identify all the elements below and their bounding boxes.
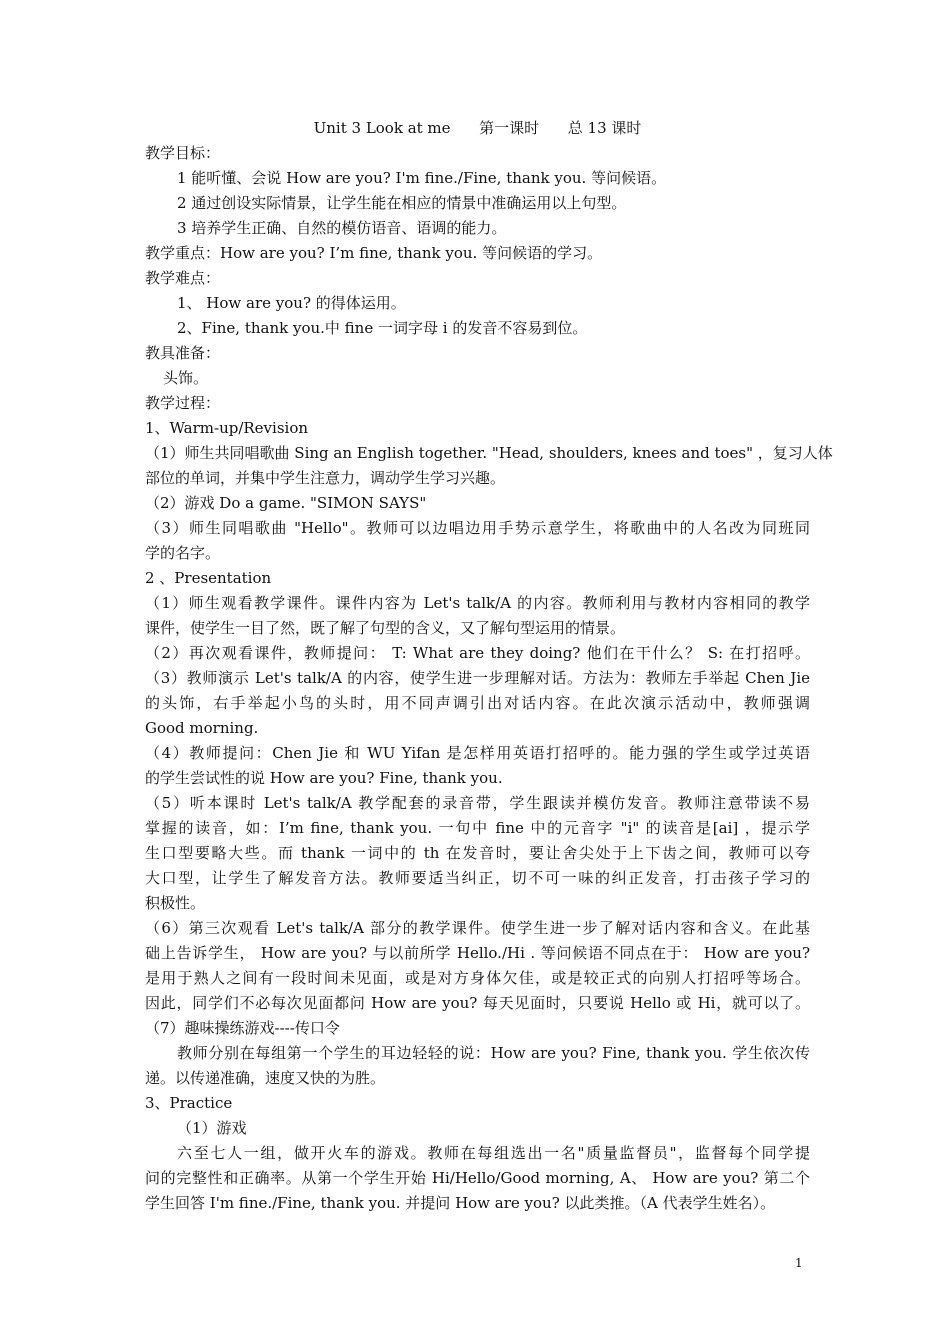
document-title: Unit 3 Look at me 第一课时 总 13 课时 (313, 119, 642, 137)
page-number: 1 (795, 1256, 803, 1270)
text-line: 教师分别在每组第一个学生的耳边轻轻的说：How are you? Fine, thank you. 学生依次传 (177, 1044, 810, 1062)
text-line: （2）游戏 Do a game. "SIMON SAYS" (145, 494, 427, 512)
text-line: 1 能听懂、会说 How are you? I'm fine./Fine, thank you. 等问候语。 (177, 169, 667, 187)
text-line: （1）师生共同唱歌曲 Sing an English together. "Head, shoulders, knees and toes" ，复习人体 (145, 444, 833, 462)
text-line: 六至七人一组，做开火车的游戏。教师在每组选出一名"质量监督员"，监督每个同学提 (177, 1144, 810, 1162)
text-line: 问的完整性和正确率。从第一个学生开始 Hi/Hello/Good morning, A、 How are you? 第二个 (145, 1169, 810, 1187)
text-line: 教具准备： (145, 344, 221, 362)
text-line: 教学重点：How are you? I’m fine, thank you. 等问候语的学习。 (145, 244, 603, 262)
text-line: 课件，使学生一目了然，既了解了句型的含义，又了解句型运用的情景。 (145, 619, 626, 637)
text-line: 学生回答 I'm fine./Fine, thank you. 并提问 How are you? 以此类推。（A 代表学生姓名）。 (145, 1194, 776, 1212)
text-line: 生口型要略大些。而 thank 一词中的 th 在发音时，要让舍尖处于上下齿之间，教师可以夸 (145, 844, 810, 862)
text-line: （3）教师演示 Let's talk/A 的内容，使学生进一步理解对话。方法为：教师左手举起 Chen Jie (145, 669, 810, 687)
text-line: （7）趣味操练游戏----传口令 (145, 1019, 340, 1037)
text-line: 的头饰，右手举起小鸟的头时，用不同声调引出对话内容。在此次演示活动中，教师强调 (145, 694, 810, 712)
text-line: 因此，同学们不必每次见面都问 How are you? 每天见面时，只要说 Hello 或 Hi，就可以了。 (145, 994, 810, 1012)
text-line: 教学难点： (145, 269, 221, 287)
text-line: （3）师生同唱歌曲 "Hello"。教师可以边唱边用手势示意学生，将歌曲中的人名改为同班同 (145, 519, 810, 537)
text-line: （1）师生观看教学课件。课件内容为 Let's talk/A 的内容。教师利用与教材内容相同的教学 (145, 594, 810, 612)
text-line: 学的名字。 (145, 544, 221, 562)
text-line: 2、Fine, thank you.中 fine 一词字母 i 的发音不容易到位。 (177, 319, 588, 337)
text-line: （1）游戏 (177, 1119, 247, 1137)
text-line: 2 、Presentation (145, 569, 272, 587)
text-line: 大口型，让学生了解发音方法。教师要适当纠正，切不可一味的纠正发音，打击孩子学习的 (145, 869, 810, 887)
text-line: 积极性。 (145, 894, 206, 912)
text-line: 部位的单词，并集中学生注意力，调动学生学习兴趣。 (145, 469, 506, 487)
text-line: 1、Warm-up/Revision (145, 419, 309, 437)
text-line: 教学目标： (145, 144, 221, 162)
text-line: 是用于熟人之间有一段时间未见面，或是对方身体欠佳，或是较正式的向别人打招呼等场合。 (145, 969, 810, 987)
text-line: 教学过程： (145, 394, 221, 412)
text-line: （2）再次观看课件，教师提问： T: What are they doing? 他们在干什么？ S: 在打招呼。 (145, 644, 810, 662)
text-line: （6）第三次观看 Let's talk/A 部分的教学课件。使学生进一步了解对话内容和含义。在此基 (145, 919, 810, 937)
text-line: 的学生尝试性的说 How are you? Fine, thank you. (145, 769, 503, 787)
text-line: 掌握的读音，如：I’m fine, thank you. 一句中 fine 中的元音字 "i" 的读音是[ai] ，提示学 (145, 819, 810, 837)
text-line: 头饰。 (163, 369, 209, 387)
text-line: 3、Practice (145, 1094, 233, 1112)
text-line: 础上告诉学生， How are you? 与以前所学 Hello./Hi . 等问候语不同点在于： How are you? (145, 944, 810, 962)
text-line: 1、 How are you? 的得体运用。 (177, 294, 406, 312)
text-line: Good morning. (145, 719, 259, 737)
text-line: 递。以传递准确，速度又快的为胜。 (145, 1069, 386, 1087)
text-line: 3 培养学生正确、自然的模仿语音、语调的能力。 (177, 219, 507, 237)
text-line: （5）听本课时 Let's talk/A 教学配套的录音带，学生跟读并模仿发音。教师注意带读不易 (145, 794, 810, 812)
text-line: （4）教师提问：Chen Jie 和 WU Yifan 是怎样用英语打招呼的。能力强的学生或学过英语 (145, 744, 810, 762)
text-line: 2 通过创设实际情景，让学生能在相应的情景中准确运用以上句型。 (177, 194, 627, 212)
